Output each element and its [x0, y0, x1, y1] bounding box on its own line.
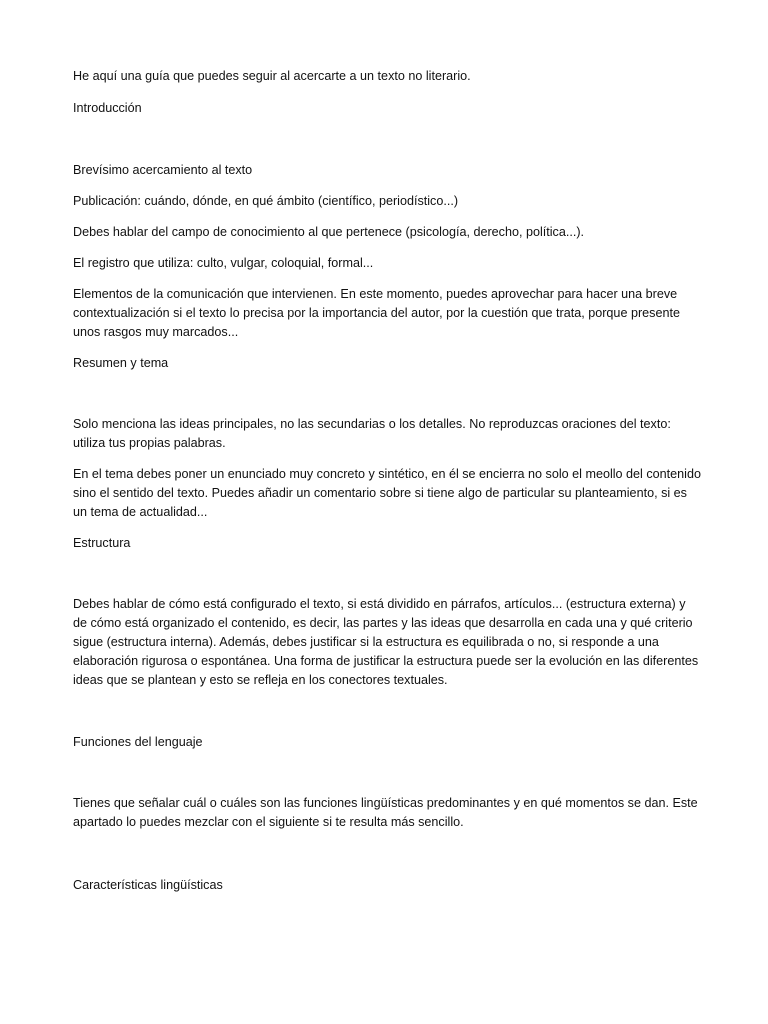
paragraph-tema: En el tema debes poner un enunciado muy concreto y sintético, en él se encierra no solo el meollo del contenido sino el sentido del texto. Puedes añadir un comentario sobre si tiene algo de particular su planteamiento, si es un tema de actualidad...: [73, 467, 701, 519]
paragraph-funciones: Tienes que señalar cuál o cuáles son las funciones lingüísticas predominantes y en qué momentos se dan. Este apartado lo puedes mezclar con el siguiente si te resulta más sencillo.: [73, 796, 698, 829]
section-heading-caracteristicas: Características lingüísticas: [73, 878, 223, 892]
paragraph-campo-conocimiento: Debes hablar del campo de conocimiento al que pertenece (psicología, derecho, política...).: [73, 225, 585, 239]
paragraph-registro: El registro que utiliza: culto, vulgar, coloquial, formal...: [73, 256, 374, 270]
paragraph-ideas-principales: Solo menciona las ideas principales, no las secundarias o los detalles. No reproduzcas oraciones del texto: utiliza tus propias palabras.: [73, 417, 671, 450]
paragraph-elementos-comunicacion: Elementos de la comunicación que intervienen. En este momento, puedes aprovechar para hacer una breve contextualización si el texto lo precisa por la importancia del autor, por la cuestión que trata, porque presente unos rasgos muy marcados...: [73, 287, 680, 339]
section-heading-estructura: Estructura: [73, 536, 131, 550]
section-heading-introduccion: Introducción: [73, 101, 142, 115]
paragraph-publicacion: Publicación: cuándo, dónde, en qué ámbito (científico, periodístico...): [73, 194, 459, 208]
section-heading-funciones-lenguaje: Funciones del lenguaje: [73, 735, 203, 749]
section-heading-resumen-tema: Resumen y tema: [73, 356, 169, 370]
section-heading-acercamiento: Brevísimo acercamiento al texto: [73, 163, 253, 177]
paragraph-estructura: Debes hablar de cómo está configurado el texto, si está dividido en párrafos, artículos... (estructura externa) y de cómo está organizado el contenido, es decir, las partes y las ideas que desarrolla en cada una y qué criterio sigue (estructura interna). Además, debes justificar si la estructura es equilibrada o no, si responde a una elaboración rigurosa o espontánea. Una forma de justificar la estructura puede ser la evolución en las diferentes ideas que se plantean y esto se refleja en los conectores textuales.: [73, 597, 699, 687]
intro-text: He aquí una guía que puedes seguir al acercarte a un texto no literario.: [73, 69, 471, 83]
